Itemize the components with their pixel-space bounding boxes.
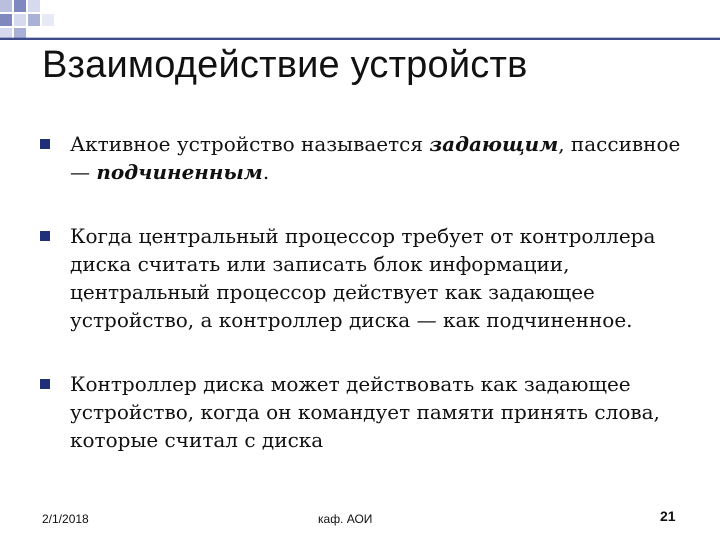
bullet-text: Активное устройство называется	[70, 132, 430, 156]
slide-number: 21	[660, 508, 676, 524]
bullet-text: .	[262, 160, 270, 184]
footer-department: каф. АОИ	[318, 512, 373, 526]
square-bullet-icon	[40, 231, 50, 241]
bullet-text: Контроллер диска может действовать как задающее устройство, когда он командует памяти принять слова, которые считал с диска	[70, 372, 660, 452]
square-bullet-icon	[40, 379, 50, 389]
bullet-text: , пассивное —	[70, 132, 681, 184]
slide-title: Взаимодействие устройств	[42, 44, 528, 86]
decorative-squares	[0, 0, 60, 40]
bullet-list	[40, 130, 700, 454]
square-bullet-icon	[40, 139, 50, 149]
bullet-text: Когда центральный процессор требует от контроллера диска считать или записать блок информации, центральный процессор действует как задающее устройство, а контроллер диска — как подчиненное.	[70, 224, 656, 332]
footer-date: 2/1/2018	[42, 512, 89, 526]
bullet-item	[40, 370, 700, 454]
header-rule	[0, 38, 720, 40]
bullet-item	[40, 130, 700, 186]
bullet-item	[40, 222, 700, 334]
bullet-emphasis: задающим	[429, 132, 559, 156]
bullet-emphasis: подчиненным	[96, 160, 263, 184]
